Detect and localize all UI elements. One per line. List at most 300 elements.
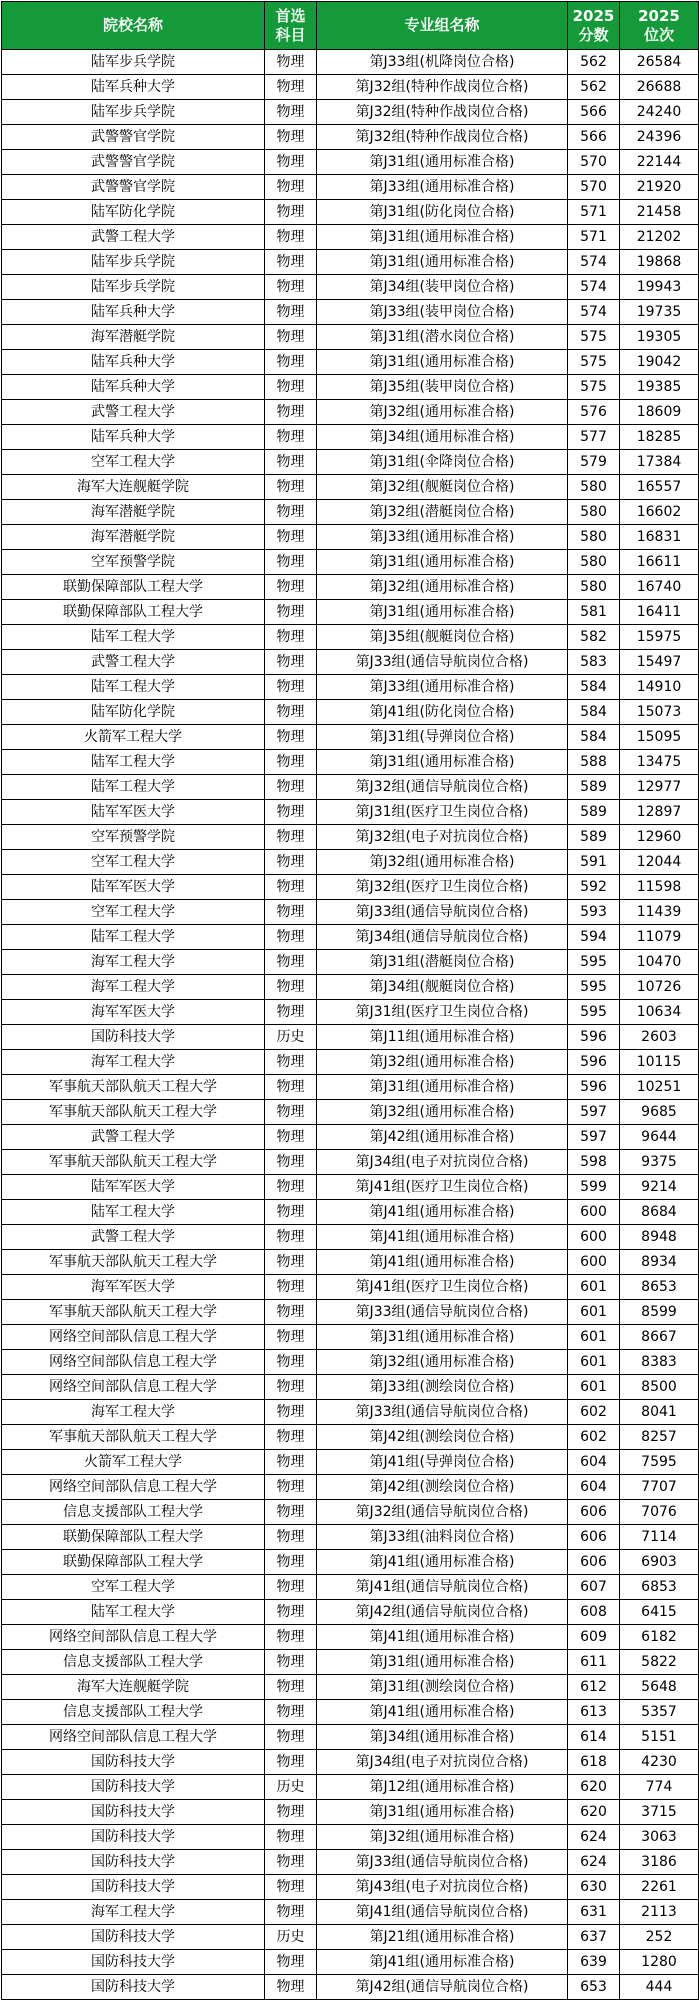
score-cell: 653 <box>568 1975 620 2000</box>
school-cell: 国防科技大学 <box>2 1925 265 1950</box>
school-cell: 国防科技大学 <box>2 1850 265 1875</box>
group-cell: 第J35组(舰艇岗位合格) <box>317 625 568 650</box>
table-row <box>2 1675 699 1700</box>
table-row <box>2 300 699 325</box>
score-cell: 595 <box>568 975 620 1000</box>
score-cell: 580 <box>568 525 620 550</box>
subject-cell: 物理 <box>265 1400 317 1425</box>
table-row <box>2 1275 699 1300</box>
table-row <box>2 650 699 675</box>
school-cell: 网络空间部队信息工程大学 <box>2 1350 265 1375</box>
subject-cell: 物理 <box>265 700 317 725</box>
subject-cell: 物理 <box>265 1100 317 1125</box>
subject-cell: 物理 <box>265 1375 317 1400</box>
score-cell: 570 <box>568 150 620 175</box>
school-cell: 武警警官学院 <box>2 150 265 175</box>
table-row <box>2 1775 699 1800</box>
group-cell: 第J33组(通用标准合格) <box>317 675 568 700</box>
rank-cell: 24240 <box>620 100 699 125</box>
school-cell: 联勤保障部队工程大学 <box>2 1525 265 1550</box>
score-cell: 595 <box>568 950 620 975</box>
school-cell: 联勤保障部队工程大学 <box>2 575 265 600</box>
group-cell: 第J41组(通用标准合格) <box>317 1625 568 1650</box>
group-cell: 第J42组(通用标准合格) <box>317 1125 568 1150</box>
school-cell: 武警警官学院 <box>2 125 265 150</box>
table-row <box>2 200 699 225</box>
school-cell: 陆军兵种大学 <box>2 350 265 375</box>
subject-cell: 物理 <box>265 600 317 625</box>
table-header <box>2 2 699 50</box>
rank-cell: 10726 <box>620 975 699 1000</box>
header-subject: 首选 科目 <box>265 2 317 50</box>
table-row <box>2 825 699 850</box>
rank-cell: 2113 <box>620 1900 699 1925</box>
subject-cell: 物理 <box>265 675 317 700</box>
rank-cell: 252 <box>620 1925 699 1950</box>
table-row <box>2 350 699 375</box>
score-cell: 599 <box>568 1175 620 1200</box>
school-cell: 武警工程大学 <box>2 1225 265 1250</box>
subject-cell: 物理 <box>265 1800 317 1825</box>
rank-cell: 444 <box>620 1975 699 2000</box>
subject-cell: 物理 <box>265 450 317 475</box>
group-cell: 第J32组(通用标准合格) <box>317 575 568 600</box>
group-cell: 第J33组(油料岗位合格) <box>317 1525 568 1550</box>
rank-cell: 2603 <box>620 1025 699 1050</box>
group-cell: 第J31组(医疗卫生岗位合格) <box>317 1000 568 1025</box>
school-cell: 国防科技大学 <box>2 1025 265 1050</box>
table-row <box>2 425 699 450</box>
subject-cell: 物理 <box>265 825 317 850</box>
group-cell: 第J31组(潜艇岗位合格) <box>317 950 568 975</box>
school-cell: 海军工程大学 <box>2 1400 265 1425</box>
group-cell: 第J31组(测绘岗位合格) <box>317 1675 568 1700</box>
score-cell: 576 <box>568 400 620 425</box>
subject-cell: 物理 <box>265 1950 317 1975</box>
school-cell: 信息支援部队工程大学 <box>2 1700 265 1725</box>
subject-cell: 物理 <box>265 1975 317 2000</box>
table-row <box>2 975 699 1000</box>
subject-cell: 历史 <box>265 1025 317 1050</box>
subject-cell: 物理 <box>265 1700 317 1725</box>
table-row <box>2 1475 699 1500</box>
rank-cell: 19042 <box>620 350 699 375</box>
rank-cell: 9685 <box>620 1100 699 1125</box>
subject-cell: 物理 <box>265 625 317 650</box>
score-cell: 562 <box>568 50 620 75</box>
subject-cell: 物理 <box>265 950 317 975</box>
group-cell: 第J42组(通信导航岗位合格) <box>317 1975 568 2000</box>
score-cell: 600 <box>568 1250 620 1275</box>
school-cell: 空军工程大学 <box>2 1575 265 1600</box>
group-cell: 第J41组(通信导航岗位合格) <box>317 1900 568 1925</box>
score-cell: 589 <box>568 775 620 800</box>
table-row <box>2 1625 699 1650</box>
header-row <box>2 2 699 50</box>
school-cell: 陆军兵种大学 <box>2 300 265 325</box>
rank-cell: 10115 <box>620 1050 699 1075</box>
header-school: 院校名称 <box>2 2 265 50</box>
group-cell: 第J32组(特种作战岗位合格) <box>317 100 568 125</box>
table-row <box>2 550 699 575</box>
table-row <box>2 1100 699 1125</box>
rank-cell: 19305 <box>620 325 699 350</box>
table-row <box>2 1025 699 1050</box>
group-cell: 第J33组(通用标准合格) <box>317 525 568 550</box>
school-cell: 陆军工程大学 <box>2 1600 265 1625</box>
group-cell: 第J31组(导弹岗位合格) <box>317 725 568 750</box>
school-cell: 海军工程大学 <box>2 1050 265 1075</box>
table-row <box>2 900 699 925</box>
subject-cell: 物理 <box>265 1150 317 1175</box>
subject-cell: 物理 <box>265 250 317 275</box>
group-cell: 第J41组(通用标准合格) <box>317 1700 568 1725</box>
rank-cell: 774 <box>620 1775 699 1800</box>
school-cell: 军事航天部队航天工程大学 <box>2 1425 265 1450</box>
rank-cell: 12977 <box>620 775 699 800</box>
score-cell: 596 <box>568 1075 620 1100</box>
score-cell: 620 <box>568 1800 620 1825</box>
table-row <box>2 1125 699 1150</box>
rank-cell: 18285 <box>620 425 699 450</box>
school-cell: 军事航天部队航天工程大学 <box>2 1150 265 1175</box>
subject-cell: 物理 <box>265 1000 317 1025</box>
table-row <box>2 1075 699 1100</box>
rank-cell: 8948 <box>620 1225 699 1250</box>
score-cell: 606 <box>568 1550 620 1575</box>
subject-cell: 物理 <box>265 475 317 500</box>
rank-cell: 19943 <box>620 275 699 300</box>
table-row <box>2 1900 699 1925</box>
school-cell: 国防科技大学 <box>2 1800 265 1825</box>
subject-cell: 物理 <box>265 1250 317 1275</box>
table-row <box>2 450 699 475</box>
group-cell: 第J31组(通用标准合格) <box>317 225 568 250</box>
rank-cell: 12044 <box>620 850 699 875</box>
subject-cell: 物理 <box>265 1500 317 1525</box>
table-row <box>2 1050 699 1075</box>
table-row <box>2 1425 699 1450</box>
school-cell: 陆军兵种大学 <box>2 75 265 100</box>
table-row <box>2 1875 699 1900</box>
rank-cell: 21202 <box>620 225 699 250</box>
table-row <box>2 1300 699 1325</box>
rank-cell: 4230 <box>620 1750 699 1775</box>
table-row <box>2 700 699 725</box>
group-cell: 第J12组(通用标准合格) <box>317 1775 568 1800</box>
subject-cell: 物理 <box>265 650 317 675</box>
rank-cell: 19735 <box>620 300 699 325</box>
table-row <box>2 1000 699 1025</box>
subject-cell: 历史 <box>265 1925 317 1950</box>
score-cell: 584 <box>568 675 620 700</box>
table-row <box>2 675 699 700</box>
table-row <box>2 500 699 525</box>
score-cell: 571 <box>568 200 620 225</box>
group-cell: 第J31组(通用标准合格) <box>317 350 568 375</box>
group-cell: 第J34组(通用标准合格) <box>317 1725 568 1750</box>
score-cell: 582 <box>568 625 620 650</box>
rank-cell: 26688 <box>620 75 699 100</box>
group-cell: 第J32组(特种作战岗位合格) <box>317 125 568 150</box>
subject-cell: 物理 <box>265 1200 317 1225</box>
table-row <box>2 575 699 600</box>
table-row <box>2 75 699 100</box>
table-row <box>2 850 699 875</box>
table-row <box>2 1525 699 1550</box>
subject-cell: 物理 <box>265 375 317 400</box>
subject-cell: 物理 <box>265 1075 317 1100</box>
table-row <box>2 1250 699 1275</box>
subject-cell: 物理 <box>265 150 317 175</box>
school-cell: 陆军步兵学院 <box>2 250 265 275</box>
school-cell: 空军预警学院 <box>2 825 265 850</box>
score-cell: 614 <box>568 1725 620 1750</box>
group-cell: 第J32组(通用标准合格) <box>317 400 568 425</box>
school-cell: 海军工程大学 <box>2 1900 265 1925</box>
subject-cell: 物理 <box>265 875 317 900</box>
rank-cell: 7076 <box>620 1500 699 1525</box>
rank-cell: 2261 <box>620 1875 699 1900</box>
rank-cell: 16611 <box>620 550 699 575</box>
school-cell: 陆军工程大学 <box>2 625 265 650</box>
rank-cell: 19868 <box>620 250 699 275</box>
subject-cell: 物理 <box>265 1900 317 1925</box>
school-cell: 国防科技大学 <box>2 1875 265 1900</box>
rank-cell: 18609 <box>620 400 699 425</box>
rank-cell: 9375 <box>620 1150 699 1175</box>
rank-cell: 14910 <box>620 675 699 700</box>
rank-cell: 6415 <box>620 1600 699 1625</box>
rank-cell: 16557 <box>620 475 699 500</box>
table-row <box>2 1700 699 1725</box>
school-cell: 陆军防化学院 <box>2 700 265 725</box>
school-cell: 海军大连舰艇学院 <box>2 1675 265 1700</box>
rank-cell: 11439 <box>620 900 699 925</box>
school-cell: 陆军步兵学院 <box>2 100 265 125</box>
table-row <box>2 1925 699 1950</box>
score-cell: 631 <box>568 1900 620 1925</box>
table-row <box>2 1175 699 1200</box>
group-cell: 第J41组(通信导航岗位合格) <box>317 1575 568 1600</box>
table-row <box>2 1550 699 1575</box>
table-row <box>2 150 699 175</box>
subject-cell: 物理 <box>265 1750 317 1775</box>
school-cell: 武警工程大学 <box>2 225 265 250</box>
school-cell: 信息支援部队工程大学 <box>2 1500 265 1525</box>
subject-cell: 物理 <box>265 1850 317 1875</box>
group-cell: 第J33组(机降岗位合格) <box>317 50 568 75</box>
school-cell: 空军工程大学 <box>2 850 265 875</box>
subject-cell: 物理 <box>265 775 317 800</box>
table-row <box>2 175 699 200</box>
subject-cell: 物理 <box>265 500 317 525</box>
rank-cell: 16602 <box>620 500 699 525</box>
rank-cell: 3063 <box>620 1825 699 1850</box>
group-cell: 第J35组(装甲岗位合格) <box>317 375 568 400</box>
table-row <box>2 1575 699 1600</box>
school-cell: 海军军医大学 <box>2 1275 265 1300</box>
score-cell: 601 <box>568 1275 620 1300</box>
score-cell: 593 <box>568 900 620 925</box>
group-cell: 第J41组(通用标准合格) <box>317 1250 568 1275</box>
group-cell: 第J33组(通信导航岗位合格) <box>317 900 568 925</box>
school-cell: 网络空间部队信息工程大学 <box>2 1375 265 1400</box>
subject-cell: 物理 <box>265 1525 317 1550</box>
subject-cell: 物理 <box>265 125 317 150</box>
group-cell: 第J32组(通用标准合格) <box>317 1350 568 1375</box>
subject-cell: 物理 <box>265 550 317 575</box>
subject-cell: 物理 <box>265 1825 317 1850</box>
rank-cell: 8257 <box>620 1425 699 1450</box>
table-row <box>2 625 699 650</box>
subject-cell: 物理 <box>265 1325 317 1350</box>
table-row <box>2 1950 699 1975</box>
rank-cell: 11079 <box>620 925 699 950</box>
table-row <box>2 600 699 625</box>
score-cell: 580 <box>568 475 620 500</box>
rank-cell: 26584 <box>620 50 699 75</box>
school-cell: 联勤保障部队工程大学 <box>2 600 265 625</box>
subject-cell: 物理 <box>265 1425 317 1450</box>
score-cell: 639 <box>568 1950 620 1975</box>
rank-cell: 10470 <box>620 950 699 975</box>
school-cell: 军事航天部队航天工程大学 <box>2 1075 265 1100</box>
score-cell: 630 <box>568 1875 620 1900</box>
score-cell: 624 <box>568 1825 620 1850</box>
group-cell: 第J32组(通用标准合格) <box>317 850 568 875</box>
score-cell: 562 <box>568 75 620 100</box>
school-cell: 陆军兵种大学 <box>2 375 265 400</box>
score-cell: 600 <box>568 1200 620 1225</box>
table-row <box>2 325 699 350</box>
score-cell: 595 <box>568 1000 620 1025</box>
school-cell: 陆军步兵学院 <box>2 50 265 75</box>
subject-cell: 物理 <box>265 900 317 925</box>
group-cell: 第J31组(通用标准合格) <box>317 1325 568 1350</box>
group-cell: 第J33组(通信导航岗位合格) <box>317 650 568 675</box>
group-cell: 第J42组(测绘岗位合格) <box>317 1475 568 1500</box>
school-cell: 军事航天部队航天工程大学 <box>2 1300 265 1325</box>
table-row <box>2 1150 699 1175</box>
table-row <box>2 1350 699 1375</box>
table-row <box>2 50 699 75</box>
rank-cell: 21458 <box>620 200 699 225</box>
score-cell: 574 <box>568 250 620 275</box>
table-row <box>2 1725 699 1750</box>
rank-cell: 9644 <box>620 1125 699 1150</box>
group-cell: 第J31组(通用标准合格) <box>317 550 568 575</box>
subject-cell: 物理 <box>265 1300 317 1325</box>
subject-cell: 物理 <box>265 1450 317 1475</box>
school-cell: 军事航天部队航天工程大学 <box>2 1100 265 1125</box>
subject-cell: 物理 <box>265 225 317 250</box>
school-cell: 海军潜艇学院 <box>2 325 265 350</box>
subject-cell: 物理 <box>265 1875 317 1900</box>
score-cell: 624 <box>568 1850 620 1875</box>
rank-cell: 21920 <box>620 175 699 200</box>
group-cell: 第J34组(电子对抗岗位合格) <box>317 1750 568 1775</box>
group-cell: 第J31组(通用标准合格) <box>317 1800 568 1825</box>
table-row <box>2 1800 699 1825</box>
school-cell: 海军潜艇学院 <box>2 525 265 550</box>
rank-cell: 24396 <box>620 125 699 150</box>
rank-cell: 9214 <box>620 1175 699 1200</box>
score-cell: 594 <box>568 925 620 950</box>
header-rank: 2025 位次 <box>620 2 699 50</box>
subject-cell: 物理 <box>265 200 317 225</box>
group-cell: 第J41组(防化岗位合格) <box>317 700 568 725</box>
group-cell: 第J33组(测绘岗位合格) <box>317 1375 568 1400</box>
score-cell: 606 <box>568 1525 620 1550</box>
group-cell: 第J34组(通信导航岗位合格) <box>317 925 568 950</box>
subject-cell: 物理 <box>265 400 317 425</box>
school-cell: 联勤保障部队工程大学 <box>2 1550 265 1575</box>
score-cell: 566 <box>568 100 620 125</box>
score-cell: 601 <box>568 1300 620 1325</box>
header-score: 2025 分数 <box>568 2 620 50</box>
score-cell: 602 <box>568 1400 620 1425</box>
score-cell: 589 <box>568 800 620 825</box>
school-cell: 武警工程大学 <box>2 1125 265 1150</box>
subject-cell: 历史 <box>265 1775 317 1800</box>
rank-cell: 12897 <box>620 800 699 825</box>
score-cell: 606 <box>568 1500 620 1525</box>
score-cell: 570 <box>568 175 620 200</box>
school-cell: 国防科技大学 <box>2 1775 265 1800</box>
rank-cell: 11598 <box>620 875 699 900</box>
rank-cell: 3186 <box>620 1850 699 1875</box>
school-cell: 国防科技大学 <box>2 1825 265 1850</box>
score-cell: 579 <box>568 450 620 475</box>
score-cell: 611 <box>568 1650 620 1675</box>
table-row <box>2 1225 699 1250</box>
subject-cell: 物理 <box>265 75 317 100</box>
subject-cell: 物理 <box>265 1225 317 1250</box>
score-cell: 575 <box>568 375 620 400</box>
school-cell: 空军工程大学 <box>2 450 265 475</box>
table-row <box>2 1500 699 1525</box>
rank-cell: 7114 <box>620 1525 699 1550</box>
group-cell: 第J32组(通用标准合格) <box>317 1100 568 1125</box>
rank-cell: 6853 <box>620 1575 699 1600</box>
subject-cell: 物理 <box>265 800 317 825</box>
rank-cell: 8684 <box>620 1200 699 1225</box>
table-row <box>2 1400 699 1425</box>
rank-cell: 3715 <box>620 1800 699 1825</box>
score-cell: 575 <box>568 350 620 375</box>
score-cell: 577 <box>568 425 620 450</box>
score-cell: 571 <box>568 225 620 250</box>
group-cell: 第J34组(通用标准合格) <box>317 425 568 450</box>
table-row <box>2 950 699 975</box>
score-cell: 580 <box>568 575 620 600</box>
score-cell: 580 <box>568 500 620 525</box>
rank-cell: 15975 <box>620 625 699 650</box>
group-cell: 第J32组(舰艇岗位合格) <box>317 475 568 500</box>
rank-cell: 17384 <box>620 450 699 475</box>
subject-cell: 物理 <box>265 1275 317 1300</box>
school-cell: 武警警官学院 <box>2 175 265 200</box>
table-row <box>2 725 699 750</box>
school-cell: 陆军工程大学 <box>2 925 265 950</box>
table-row <box>2 1850 699 1875</box>
group-cell: 第J31组(通用标准合格) <box>317 250 568 275</box>
rank-cell: 8041 <box>620 1400 699 1425</box>
school-cell: 陆军工程大学 <box>2 675 265 700</box>
table-row <box>2 775 699 800</box>
school-cell: 陆军工程大学 <box>2 1200 265 1225</box>
